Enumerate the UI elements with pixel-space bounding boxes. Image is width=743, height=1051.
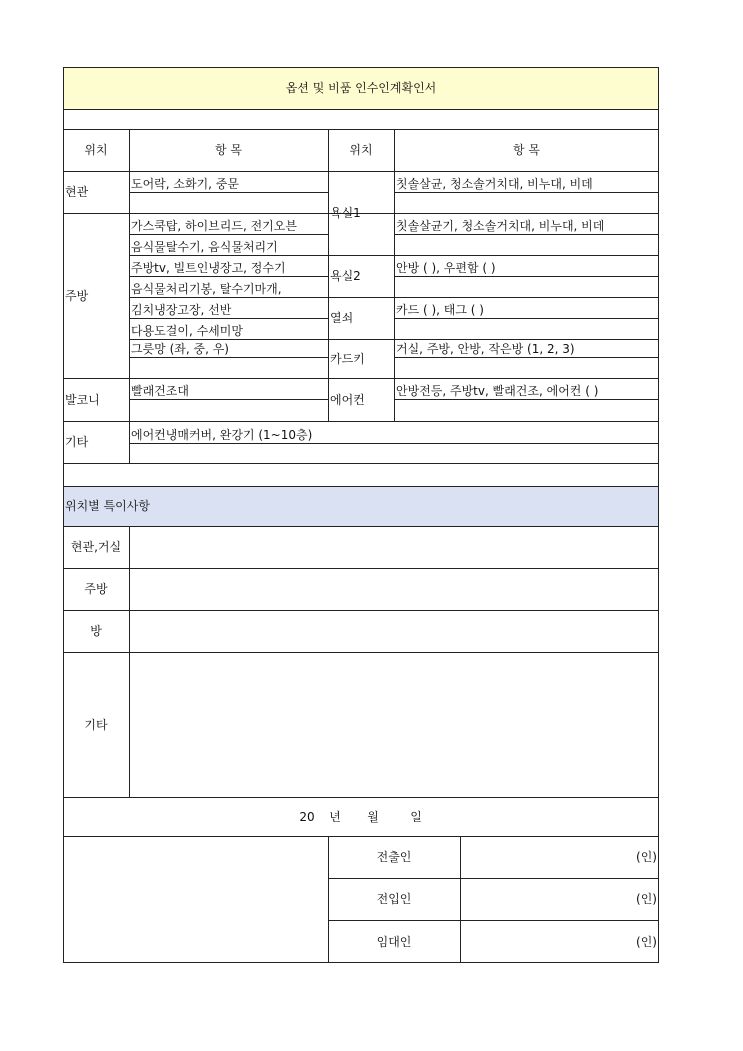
form-title: 옵션 및 비품 인수인계확인서 [285,81,437,95]
header-item-left: 항 목 [215,143,242,157]
label-cardkey: 카드키 [330,351,365,366]
date-month-label: 월 [367,809,379,824]
notes-input-entrance-living[interactable] [129,526,659,568]
header-position-right: 위치 [349,143,373,157]
bath2-items: 칫솔살균기, 청소솔거치대, 비누대, 비데 [396,219,605,233]
entrance-items: 도어락, 소화기, 중문 [131,177,239,191]
notes-label-kitchen: 주방 [84,582,108,596]
label-entrance: 현관 [65,185,89,199]
header-position-left: 위치 [84,143,108,157]
aircon-items: 거실, 주방, 안방, 작은방 (1, 2, 3) [396,342,575,356]
signer-seal-incoming[interactable]: (인) [636,892,657,906]
balcony-items: 빨래건조대 [131,384,189,398]
signer-seal-outgoing[interactable]: (인) [636,850,657,864]
keys-items: 안방 ( ), 우편함 ( ) [396,261,496,275]
notes-label-etc: 기타 [84,717,108,732]
remote-items: 안방전등, 주방tv, 빨래건조, 에어컨 ( ) [396,384,599,398]
kitchen-item-5: 김치냉장고장, 선반 [131,303,232,317]
label-balcony: 발코니 [65,392,100,407]
header-item-right: 항 목 [513,143,540,157]
date-year-prefix: 20 [299,809,315,824]
date-year-label: 년 [329,809,341,824]
notes-label-room: 방 [90,624,102,638]
kitchen-item-6: 다용도걸이, 수세미망 [131,324,243,338]
notes-label-entrance-living: 현관,거실 [70,540,122,554]
label-keys: 열쇠 [330,311,354,325]
kitchen-item-3: 주방tv, 빌트인냉장고, 정수기 [131,261,286,275]
kitchen-item-1: 가스쿡탑, 하이브리드, 전기오븐 [131,219,297,233]
label-bath1: 욕실1 [330,206,361,220]
bath1-items: 칫솔살균, 청소솔거치대, 비누대, 비데 [396,177,593,191]
kitchen-item-4: 음식물처리기봉, 탈수기마개, [131,282,282,296]
signature-blank-area [63,836,328,963]
kitchen-item-7: 그릇망 (좌, 중, 우) [131,342,229,356]
kitchen-item-2: 음식물탈수기, 음식물처리기 [131,240,278,254]
cardkey-items: 카드 ( ), 태그 ( ) [396,303,484,317]
handover-form [63,67,659,963]
label-bath2: 욕실2 [330,269,361,283]
signer-role-landlord: 임대인 [376,934,412,949]
notes-input-room[interactable] [129,610,659,652]
notes-section-title: 위치별 특이사항 [65,499,150,513]
signer-role-outgoing: 전출인 [376,850,412,864]
date-day-label: 일 [410,809,422,824]
notes-input-etc[interactable] [129,652,659,797]
notes-input-kitchen[interactable] [129,568,659,610]
signer-role-incoming: 전입인 [376,892,412,906]
etc-items: 에어컨냉매커버, 완강기 (1~10층) [131,428,313,442]
label-kitchen: 주방 [65,288,89,303]
date-row [63,797,659,836]
signer-seal-landlord[interactable]: (인) [636,934,657,949]
label-aircon: 에어컨 [330,392,365,407]
label-etc: 기타 [65,435,89,449]
